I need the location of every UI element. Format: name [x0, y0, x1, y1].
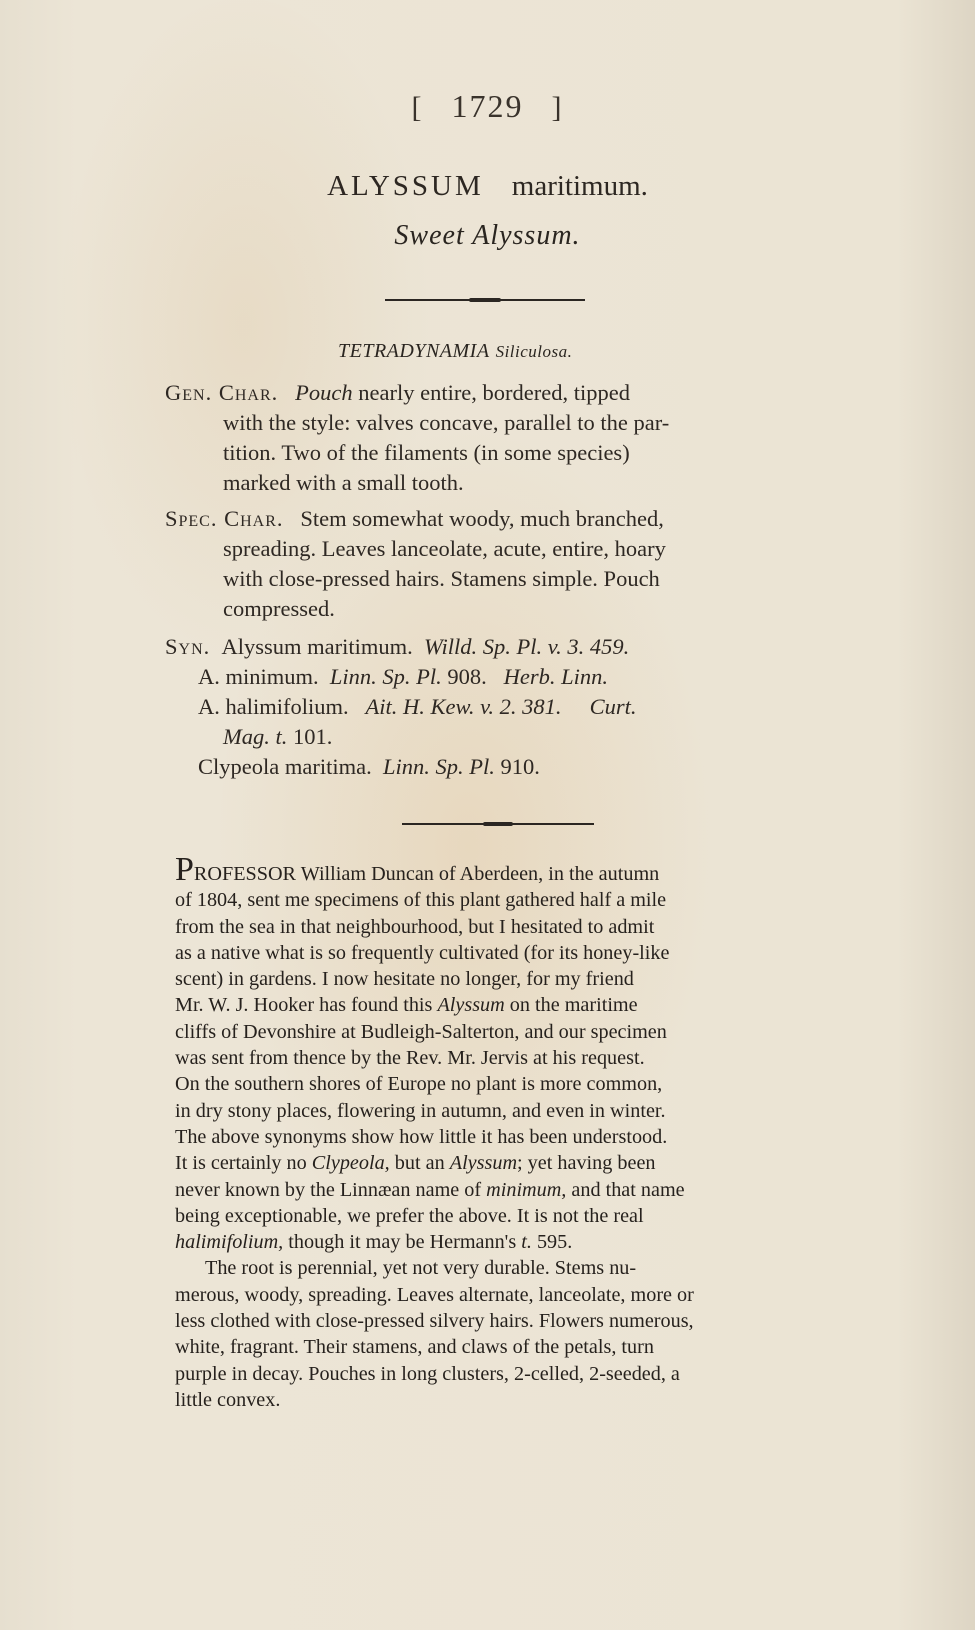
page-number: [0, 88, 975, 125]
spec-char-line: compressed.: [223, 596, 335, 621]
spec-char-line: spreading. Leaves lanceolate, acute, entire, hoary: [223, 536, 666, 561]
generic-character: [165, 378, 825, 498]
body-line: merous, woody, spreading. Leaves alternate, lanceolate, more or: [175, 1283, 694, 1306]
ornamental-rule: [385, 299, 585, 301]
body-line: being exceptionable, we prefer the above. It is not the real: [175, 1204, 644, 1227]
synonyms: [165, 632, 825, 782]
body-line: On the southern shores of Europe no plant is more common,: [175, 1073, 663, 1096]
gen-char-line: Gen. Char. Pouch nearly entire, bordered, tipped: [165, 380, 630, 405]
classification: [338, 340, 572, 363]
common-name: Sweet Alyssum.: [394, 220, 581, 251]
body-line: of 1804, sent me specimens of this plant gathered half a mile: [175, 889, 667, 912]
body-line: cliffs of Devonshire at Budleigh-Salterton, and our specimen: [175, 1020, 667, 1043]
species-title: [0, 170, 975, 203]
drop-cap: P: [175, 851, 194, 888]
page-number-value: 1729: [451, 88, 524, 124]
linnaean-class: TETRADYNAMIA: [338, 340, 490, 362]
gen-char-line: marked with a small tooth.: [223, 470, 464, 495]
body-paragraph-1: [175, 887, 835, 1255]
spec-char-line: with close-pressed hairs. Stamens simple. Pouch: [223, 566, 660, 591]
genus-name: ALYSSUM: [327, 170, 484, 202]
body-line: The root is perennial, yet not very durable. Stems nu-: [205, 1257, 637, 1280]
body-line: little convex.: [175, 1388, 281, 1411]
body-line: in dry stony places, flowering in autumn, and even in winter.: [175, 1099, 666, 1122]
body-line: It is certainly no Clypeola, but an Alyssum; yet having been: [175, 1152, 656, 1175]
body-line: from the sea in that neighbourhood, but I hesitated to admit: [175, 915, 655, 938]
gen-char-label: Gen. Char.: [165, 380, 279, 405]
synonym-line: Mag. t. 101.: [223, 724, 333, 749]
ornamental-rule: [402, 823, 594, 825]
linnaean-order: Siliculosa.: [495, 342, 573, 361]
synonym-line: A. minimum. Linn. Sp. Pl. 908. Herb. Linn.: [198, 664, 609, 689]
gen-char-line: with the style: valves concave, parallel to the par-: [223, 410, 670, 435]
body-line: white, fragrant. Their stamens, and claws of the petals, turn: [175, 1336, 654, 1359]
specific-character: [165, 504, 825, 624]
synonym-line: Syn. Alyssum maritimum. Willd. Sp. Pl. v. 3. 459.: [165, 634, 630, 659]
body-line: never known by the Linnæan name of minimum, and that name: [175, 1178, 685, 1201]
body-line: scent) in gardens. I now hesitate no longer, for my friend: [175, 968, 634, 991]
synonym-line: Clypeola maritima. Linn. Sp. Pl. 910.: [198, 754, 540, 779]
body-line: as a native what is so frequently cultivated (for its honey-like: [175, 941, 670, 964]
spec-char-label: Spec. Char.: [165, 506, 284, 531]
body-line: halimifolium, though it may be Hermann's t. 595.: [175, 1231, 573, 1254]
body-text: [175, 851, 835, 1413]
bracket-open: [: [411, 91, 424, 124]
body-line: PROFESSOR William Duncan of Aberdeen, in the autumn: [175, 851, 660, 888]
bracket-close: ]: [551, 91, 564, 124]
body-line: The above synonyms show how little it has been understood.: [175, 1125, 668, 1148]
synonym-line: A. halimifolium. Ait. H. Kew. v. 2. 381. Curt.: [198, 694, 637, 719]
body-line: was sent from thence by the Rev. Mr. Jervis at his request.: [175, 1047, 645, 1070]
body-paragraph-2: [175, 1255, 835, 1413]
body-line: purple in decay. Pouches in long clusters, 2-celled, 2-seeded, a: [175, 1362, 680, 1385]
body-line: less clothed with close-pressed silvery hairs. Flowers numerous,: [175, 1310, 694, 1333]
species-name: maritimum.: [511, 170, 648, 202]
gen-char-line: tition. Two of the filaments (in some species): [223, 440, 630, 465]
body-line: Mr. W. J. Hooker has found this Alyssum on the maritime: [175, 994, 638, 1017]
synonyms-label: Syn.: [165, 634, 211, 659]
spec-char-line: Spec. Char. Stem somewhat woody, much branched,: [165, 506, 664, 531]
